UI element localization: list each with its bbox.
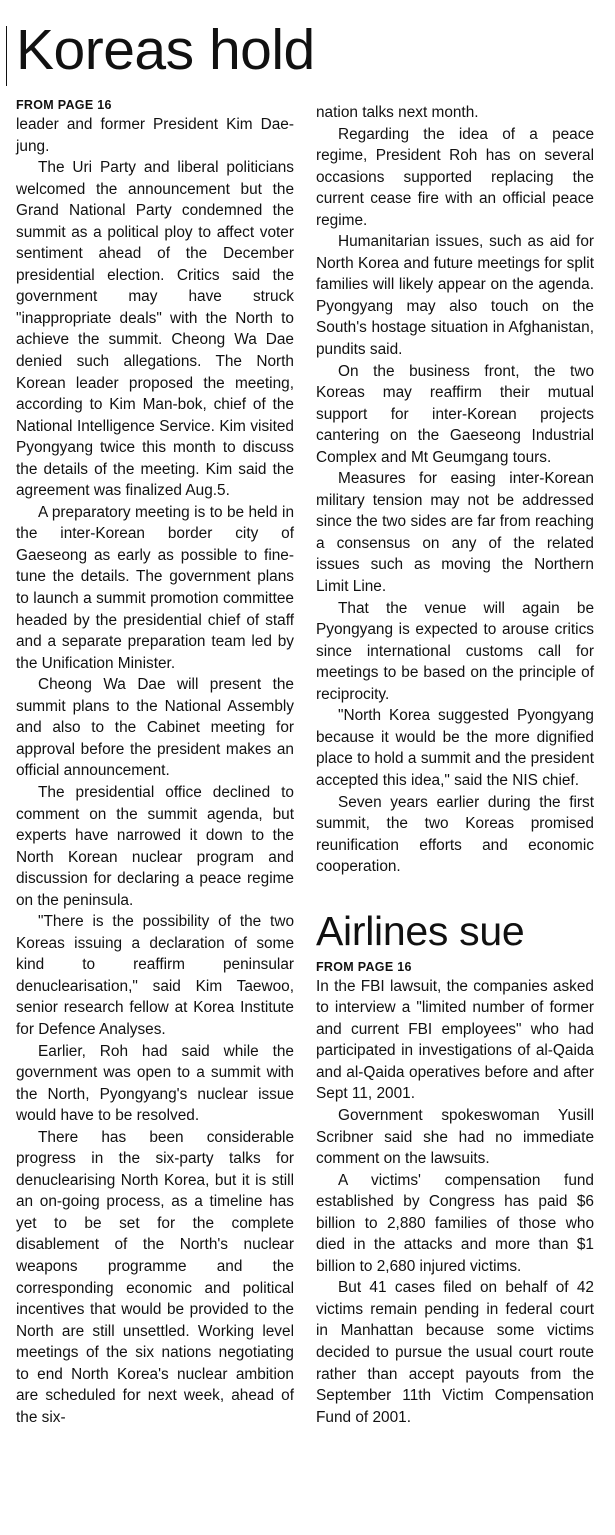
paragraph: Regarding the idea of a peace regime, President Roh has on several occasions supported replacing the current cease fire with an official peace regime.: [316, 125, 594, 229]
paragraph: "North Korea suggested Pyongyang because it would be the more dignified place to hold a summit and the president accepted this idea," said the NIS chief.: [316, 707, 594, 789]
paragraph: In the FBI lawsuit, the companies asked to interview a "limited number of former and current FBI employees" who had participated in investigations of al-Qaida and al-Qaida operatives before and after Sept 11, 2001.: [316, 977, 594, 1103]
paragraph: That the venue will again be Pyongyang is expected to arouse critics since international customs call for meetings to be based on the principle of reciprocity.: [316, 599, 594, 703]
headline-koreas-hold: Koreas hold: [16, 18, 315, 82]
paragraph: Earlier, Roh had said while the government was open to a summit with the North, Pyongyang's nuclear issue would have to be resolved.: [16, 1042, 294, 1125]
headline-airlines-sue: Airlines sue: [316, 907, 525, 954]
paragraph: leader and former President Kim Dae-jung.: [16, 116, 294, 155]
paragraph: "There is the possibility of the two Koreas issuing a declaration of some kind to reaffirm peninsular denuclearisation," said Kim Taewoo, senior research fellow at Korea Institute for Defence Analyses.: [16, 913, 294, 1038]
paragraph: The presidential office declined to comment on the summit agenda, but experts have narrowed it down to the North Korean nuclear program and discussion for declaring a peace regime on the peninsula.: [16, 783, 294, 909]
paragraph: Humanitarian issues, such as aid for North Korea and future meetings for split families will likely appear on the agenda. Pyongyang may also touch on the South's hostage situation in Afghanistan, pundits said.: [316, 233, 594, 359]
paragraph: Government spokeswoman Yusill Scribner said she had no immediate comment on the lawsuits.: [316, 1106, 594, 1168]
paragraph: But 41 cases filed on behalf of 42 victims remain pending in federal court in Manhattan because some victims decided to pursue the usual court route rather than accept payouts from the September 11th Victim Compensation Fund of 2001.: [316, 1279, 594, 1426]
right-column: [316, 102, 594, 1428]
paragraph: There has been considerable progress in the six-party talks for denuclearising North Korea, but it is still an on-going process, as a timeline has yet to be set for the complete disablement of the North's nuclear weapons programme and the corresponding economic and political incentives that would be provided to the North are still unsettled. Working level meetings of the six nations negotiating to end North Korea's nuclear ambition are scheduled for next week, ahead of the six-: [16, 1128, 294, 1426]
paragraph: A preparatory meeting is to be held in the inter-Korean border city of Gaeseong as early as possible to fine-tune the details. The government plans to launch a summit promotion committee headed by the presidential chief of staff and a separate preparation team led by the Unification Minister.: [16, 503, 294, 672]
jump-label: FROM PAGE 16: [316, 959, 412, 974]
story1-left-column: [16, 97, 294, 1428]
paragraph: A victims' compensation fund established by Congress has paid $6 billion to 2,880 families of those who died in the attacks and more than $1 billion to 2,680 injured victims.: [316, 1171, 594, 1275]
jump-label: FROM PAGE 16: [16, 98, 112, 112]
paragraph: The Uri Party and liberal politicians welcomed the announcement but the Grand National Party condemned the summit as a political ploy to affect voter sentiment ahead of the December presidential election. Critics said the government may have struck "inappropriate deals" with the North to achieve the summit. Cheong Wa Dae denied such allegations. The North Korean leader proposed the meeting, according to Kim Man-bok, chief of the National Intelligence Service. Kim visited Pyongyang twice this month to discuss the details of the meeting. Kim said the agreement was finalized Aug.5.: [16, 159, 294, 500]
paragraph: nation talks next month.: [316, 104, 479, 121]
column-rule: [6, 26, 7, 86]
paragraph: Measures for easing inter-Korean military tension may not be addressed since the two sides are far from reaching a consensus on any of the related issues such as moving the Northern Limit Line.: [316, 470, 594, 596]
paragraph: Seven years earlier during the first summit, the two Koreas promised reunification efforts and economic cooperation.: [316, 793, 594, 876]
paragraph: Cheong Wa Dae will present the summit plans to the National Assembly and also to the Cabinet meeting for approval before the president makes an official announcement.: [16, 676, 294, 780]
paragraph: On the business front, the two Koreas may reaffirm their mutual support for inter-Korean projects cantering on the Gaeseong Industrial Complex and Mt Geumgang tours.: [316, 362, 594, 466]
